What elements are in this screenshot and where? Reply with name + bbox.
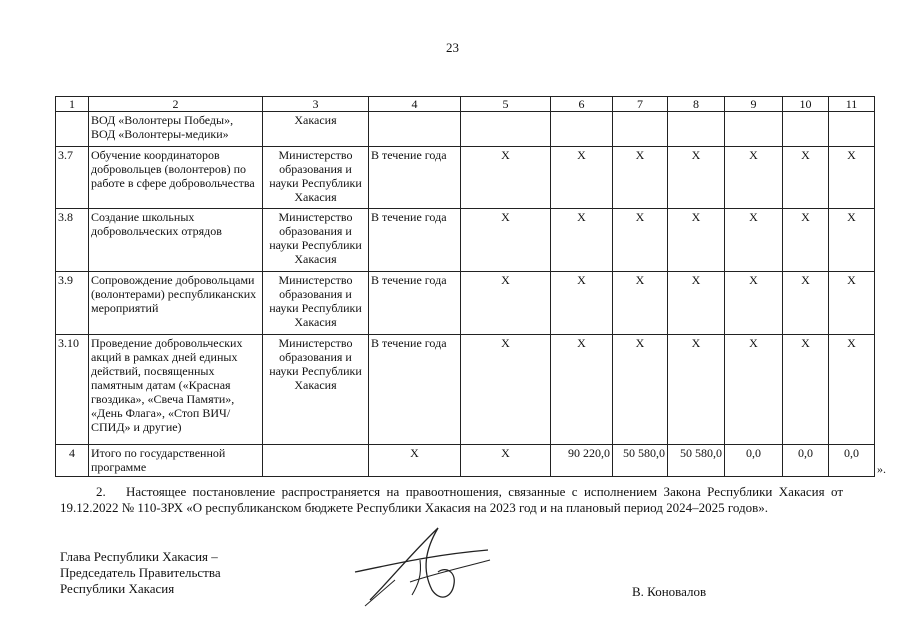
table-row	[56, 112, 875, 147]
table-row	[56, 209, 875, 272]
row-number: 3.9	[56, 272, 89, 335]
executor: Хакасия	[263, 112, 369, 147]
value-cell: X	[829, 335, 875, 445]
value-cell	[725, 112, 783, 147]
page-number: 23	[446, 40, 459, 55]
executor	[263, 445, 369, 477]
event-name: ВОД «Волонтеры Победы», ВОД «Волонтеры-медики»	[89, 112, 263, 147]
column-header: 11	[829, 97, 875, 112]
program-table	[55, 96, 875, 477]
value-cell: 50 580,0	[668, 445, 725, 477]
column-header: 3	[263, 97, 369, 112]
value-cell: X	[829, 147, 875, 209]
value-cell: X	[829, 272, 875, 335]
period: В течение года	[369, 335, 461, 445]
value-cell: 0,0	[783, 445, 829, 477]
column-header: 1	[56, 97, 89, 112]
value-cell	[613, 112, 668, 147]
closing-quote: ».	[877, 462, 886, 476]
table-row	[56, 335, 875, 445]
column-header: 5	[461, 97, 551, 112]
value-cell: X	[461, 445, 551, 477]
signer-name: В. Коновалов	[632, 584, 707, 599]
row-number: 3.8	[56, 209, 89, 272]
signer-title-line: Республики Хакасия	[60, 581, 175, 596]
resolution-paragraph	[60, 484, 843, 516]
value-cell: X	[783, 147, 829, 209]
value-cell	[551, 112, 613, 147]
value-cell: X	[461, 272, 551, 335]
period: В течение года	[369, 209, 461, 272]
value-cell: X	[725, 335, 783, 445]
table-row	[56, 272, 875, 335]
event-name: Итого по государственной программе	[89, 445, 263, 477]
column-header: 8	[668, 97, 725, 112]
value-cell: X	[725, 147, 783, 209]
column-header: 10	[783, 97, 829, 112]
value-cell: 50 580,0	[613, 445, 668, 477]
column-header: 6	[551, 97, 613, 112]
paragraph-number: 2.	[96, 484, 106, 499]
column-header: 9	[725, 97, 783, 112]
signer-block	[60, 549, 221, 597]
value-cell: X	[551, 209, 613, 272]
value-cell: 0,0	[725, 445, 783, 477]
value-cell: X	[668, 335, 725, 445]
value-cell: X	[461, 335, 551, 445]
value-cell: X	[668, 272, 725, 335]
value-cell: X	[783, 209, 829, 272]
value-cell: X	[461, 209, 551, 272]
column-header: 4	[369, 97, 461, 112]
value-cell: X	[613, 335, 668, 445]
row-number: 3.7	[56, 147, 89, 209]
value-cell: X	[829, 209, 875, 272]
period	[369, 112, 461, 147]
period: X	[369, 445, 461, 477]
value-cell: 90 220,0	[551, 445, 613, 477]
value-cell: X	[461, 147, 551, 209]
signer-title-line: Глава Республики Хакасия –	[60, 549, 218, 564]
executor: Министерство образования и науки Республики Хакасия	[263, 335, 369, 445]
handwritten-signature	[350, 520, 500, 610]
column-header: 7	[613, 97, 668, 112]
value-cell	[461, 112, 551, 147]
row-number: 3.10	[56, 335, 89, 445]
value-cell: X	[725, 209, 783, 272]
value-cell: X	[551, 272, 613, 335]
value-cell: X	[613, 147, 668, 209]
table-row-total	[56, 445, 875, 477]
value-cell: X	[783, 272, 829, 335]
column-header: 2	[89, 97, 263, 112]
signer-title-line: Председатель Правительства	[60, 565, 221, 580]
event-name: Обучение координаторов добровольцев (волонтеров) по работе в сфере добровольчества	[89, 147, 263, 209]
value-cell: X	[551, 147, 613, 209]
executor: Министерство образования и науки Республики Хакасия	[263, 272, 369, 335]
paragraph-text: Настоящее постановление распространяется на правоотношения, связанные с исполнением Закона Республики Хакасия от 19.12.2022 № 110-ЗРХ «О республиканском бюджете Республики Хакасия на 2023 год и на плановый период 2024–2025 годов».	[60, 484, 843, 515]
event-name: Создание школьных добровольческих отрядов	[89, 209, 263, 272]
period: В течение года	[369, 147, 461, 209]
value-cell: X	[613, 209, 668, 272]
value-cell	[829, 112, 875, 147]
value-cell	[668, 112, 725, 147]
table-header-row	[56, 97, 875, 112]
value-cell: X	[668, 147, 725, 209]
period: В течение года	[369, 272, 461, 335]
value-cell: X	[668, 209, 725, 272]
value-cell: X	[725, 272, 783, 335]
value-cell: X	[613, 272, 668, 335]
row-number: 4	[56, 445, 89, 477]
row-number	[56, 112, 89, 147]
executor: Министерство образования и науки Республики Хакасия	[263, 209, 369, 272]
value-cell: 0,0	[829, 445, 875, 477]
value-cell	[783, 112, 829, 147]
executor: Министерство образования и науки Республики Хакасия	[263, 147, 369, 209]
event-name: Проведение добровольческих акций в рамках дней единых действий, посвященных памятным датам («Красная гвоздика», «Свеча Памяти», «День Флага», «Стоп ВИЧ/СПИД» и другие)	[89, 335, 263, 445]
value-cell: X	[551, 335, 613, 445]
table-row	[56, 147, 875, 209]
event-name: Сопровождение добровольцами (волонтерами) республиканских мероприятий	[89, 272, 263, 335]
value-cell: X	[783, 335, 829, 445]
